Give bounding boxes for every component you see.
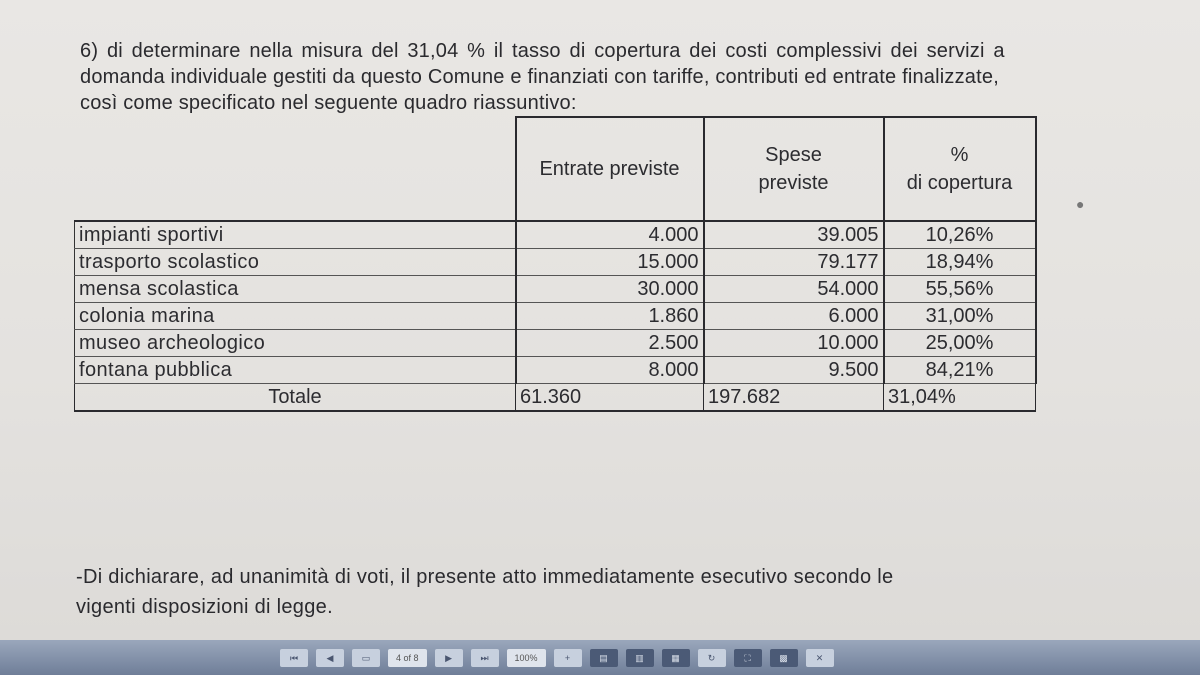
service-name: museo archeologico bbox=[75, 330, 516, 357]
service-name: colonia marina bbox=[75, 303, 516, 330]
table-row bbox=[75, 249, 1036, 276]
resolution-paragraph bbox=[80, 38, 1160, 116]
fullscreen-icon[interactable]: ⛶ bbox=[734, 649, 762, 667]
service-name: impianti sportivi bbox=[75, 221, 516, 249]
fit-width-icon[interactable]: ▦ bbox=[662, 649, 690, 667]
viewer-toolbar bbox=[0, 640, 1200, 675]
entrate-value: 30.000 bbox=[516, 276, 704, 303]
copertura-value: 10,26% bbox=[884, 221, 1036, 249]
copertura-value: 84,21% bbox=[884, 357, 1036, 384]
spese-value: 6.000 bbox=[704, 303, 884, 330]
entrate-value: 1.860 bbox=[516, 303, 704, 330]
zoom-level[interactable]: 100% bbox=[507, 649, 546, 667]
table-row bbox=[75, 276, 1036, 303]
closing-paragraph bbox=[76, 562, 1176, 622]
total-label: Totale bbox=[75, 384, 516, 412]
first-page-icon[interactable]: ⏮ bbox=[280, 649, 308, 667]
closing-line-1: -Di dichiarare, ad unanimità di voti, il presente atto immediatamente esecutivo secondo le bbox=[76, 566, 894, 588]
coverage-summary-table bbox=[74, 116, 1037, 412]
copertura-value: 18,94% bbox=[884, 249, 1036, 276]
total-copertura: 31,04% bbox=[884, 384, 1036, 412]
paragraph-line-2: domanda individuale gestiti da questo Comune e finanziati con tariffe, contributi ed entrate finalizzate, bbox=[80, 66, 999, 88]
page-thumbnail-icon[interactable]: ▭ bbox=[352, 649, 380, 667]
spese-value: 54.000 bbox=[704, 276, 884, 303]
grid-view-icon[interactable]: ▩ bbox=[770, 649, 798, 667]
service-name: trasporto scolastico bbox=[75, 249, 516, 276]
header-entrate bbox=[516, 117, 704, 221]
table-row bbox=[75, 357, 1036, 384]
service-name: mensa scolastica bbox=[75, 276, 516, 303]
header-spese-line-1: Spese bbox=[765, 144, 822, 166]
single-page-icon[interactable]: ▤ bbox=[590, 649, 618, 667]
prev-page-icon[interactable]: ◀ bbox=[316, 649, 344, 667]
copertura-value: 55,56% bbox=[884, 276, 1036, 303]
stray-mark: ● bbox=[1076, 196, 1085, 212]
header-entrate-label: Entrate previste bbox=[539, 158, 680, 180]
close-icon[interactable]: ✕ bbox=[806, 649, 834, 667]
entrate-value: 4.000 bbox=[516, 221, 704, 249]
header-copertura bbox=[884, 117, 1036, 221]
closing-line-2: vigenti disposizioni di legge. bbox=[76, 596, 333, 618]
entrate-value: 2.500 bbox=[516, 330, 704, 357]
two-page-icon[interactable]: ▥ bbox=[626, 649, 654, 667]
header-spese bbox=[704, 117, 884, 221]
copertura-value: 25,00% bbox=[884, 330, 1036, 357]
table-row bbox=[75, 330, 1036, 357]
header-blank-cell bbox=[75, 117, 516, 221]
service-name: fontana pubblica bbox=[75, 357, 516, 384]
header-copertura-line-2: di copertura bbox=[906, 172, 1013, 194]
table-header-row bbox=[75, 117, 1036, 221]
total-entrate: 61.360 bbox=[516, 384, 704, 412]
table-row bbox=[75, 221, 1036, 249]
spese-value: 79.177 bbox=[704, 249, 884, 276]
spese-value: 10.000 bbox=[704, 330, 884, 357]
page-indicator[interactable]: 4 of 8 bbox=[388, 649, 427, 667]
last-page-icon[interactable]: ⏭ bbox=[471, 649, 499, 667]
entrate-value: 15.000 bbox=[516, 249, 704, 276]
header-copertura-line-1: % bbox=[950, 144, 969, 166]
table-total-row bbox=[75, 384, 1036, 412]
spese-value: 9.500 bbox=[704, 357, 884, 384]
copertura-value: 31,00% bbox=[884, 303, 1036, 330]
spese-value: 39.005 bbox=[704, 221, 884, 249]
total-spese: 197.682 bbox=[704, 384, 884, 412]
rotate-icon[interactable]: ↻ bbox=[698, 649, 726, 667]
next-page-icon[interactable]: ▶ bbox=[435, 649, 463, 667]
table-row bbox=[75, 303, 1036, 330]
paragraph-line-1: 6) di determinare nella misura del 31,04 % il tasso di copertura dei costi complessivi dei servizi a bbox=[80, 40, 1005, 62]
paragraph-line-3: così come specificato nel seguente quadro riassuntivo: bbox=[80, 92, 577, 114]
header-spese-line-2: previste bbox=[758, 172, 829, 194]
zoom-in-icon[interactable]: + bbox=[554, 649, 582, 667]
entrate-value: 8.000 bbox=[516, 357, 704, 384]
